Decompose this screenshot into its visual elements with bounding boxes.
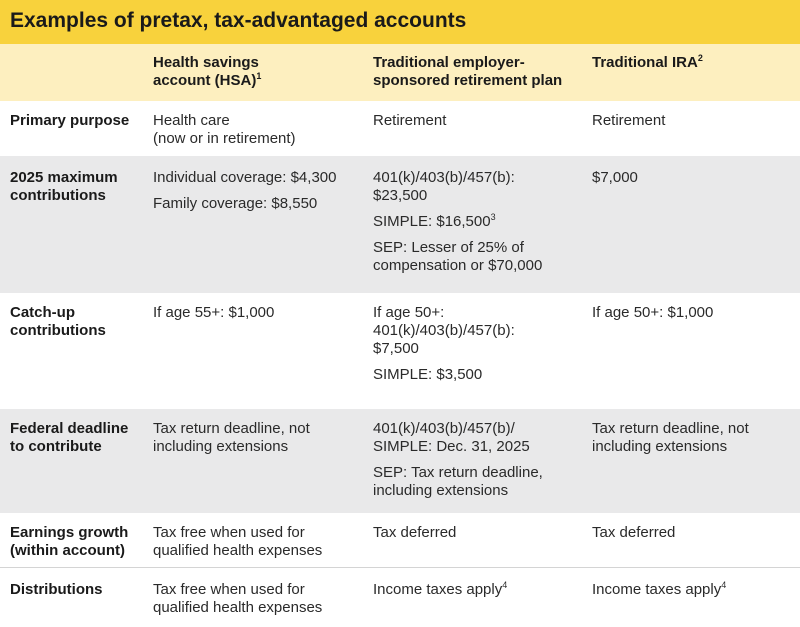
row-label-max-l2: contributions [10, 187, 106, 204]
row-divider [0, 567, 800, 568]
row-label-catchup-l1: Catch-up [10, 304, 75, 321]
cell-max-employer-sep-l2: compensation or $70,000 [373, 257, 543, 274]
footnote-3: 3 [490, 212, 496, 222]
cell-dist-hsa-l2: qualified health expenses [153, 599, 323, 616]
row-label-deadline-l1: Federal deadline [10, 420, 129, 437]
column-header-employer-plan [373, 54, 562, 90]
row-label-deadline [10, 420, 128, 456]
cell-max-employer-simple-text: SIMPLE: $16,500 [373, 213, 491, 230]
cell-dist-employer-text: Income taxes apply [373, 581, 503, 598]
column-header-hsa-line1: Health savings [153, 54, 259, 71]
cell-deadline-hsa-l2: including extensions [153, 438, 289, 455]
cell-max-employer [373, 169, 542, 275]
row-label-catchup-l2: contributions [10, 322, 106, 339]
cell-max-employer-sep-l1: SEP: Lesser of 25% of [373, 239, 524, 256]
row-label-growth [10, 524, 128, 560]
table-title: Examples of pretax, tax-advantaged accounts [10, 9, 467, 32]
cell-catchup-employer-simple: SIMPLE: $3,500 [373, 366, 483, 383]
cell-dist-hsa-l1: Tax free when used for [153, 581, 305, 598]
row-label-growth-l1: Earnings growth [10, 524, 129, 541]
cell-max-hsa [153, 169, 336, 213]
cell-deadline-employer-l1: 401(k)/403(b)/457(b)/ [373, 420, 515, 437]
footnote-4-ira: 4 [721, 580, 727, 590]
cell-max-employer-l1: 401(k)/403(b)/457(b): [373, 169, 515, 186]
column-header-hsa-line2: account (HSA) [153, 72, 257, 89]
cell-deadline-employer-sep-l1: SEP: Tax return deadline, [373, 464, 543, 481]
row-label-deadline-l2: to contribute [10, 438, 102, 455]
cell-purpose-employer: Retirement [373, 112, 447, 129]
cell-growth-hsa-l1: Tax free when used for [153, 524, 305, 541]
cell-catchup-employer-l3: $7,500 [373, 340, 419, 357]
column-header-hsa-line2-wrap [153, 72, 261, 90]
column-header-employer-line2: sponsored retirement plan [373, 72, 563, 89]
cell-deadline-employer-sep-l2: including extensions [373, 482, 509, 499]
cell-growth-employer: Tax deferred [373, 524, 457, 541]
row-label-growth-l2: (within account) [10, 542, 125, 559]
cell-max-employer-l2: $23,500 [373, 187, 428, 204]
column-header-hsa [153, 54, 261, 90]
column-header-employer-line1: Traditional employer- [373, 54, 525, 71]
cell-purpose-hsa [153, 112, 296, 148]
cell-dist-ira [592, 581, 726, 599]
cell-catchup-employer-l2: 401(k)/403(b)/457(b): [373, 322, 515, 339]
cell-dist-ira-text: Income taxes apply [592, 581, 722, 598]
cell-deadline-ira-l2: including extensions [592, 438, 728, 455]
row-label-dist: Distributions [10, 581, 103, 598]
cell-deadline-hsa [153, 420, 310, 456]
footnote-2: 2 [697, 53, 703, 63]
cell-max-employer-simple [373, 213, 542, 231]
cell-purpose-hsa-l1: Health care [153, 112, 230, 129]
cell-purpose-ira: Retirement [592, 112, 666, 129]
cell-catchup-employer-l1: If age 50+: [373, 304, 445, 321]
cell-deadline-ira-l1: Tax return deadline, not [592, 420, 749, 437]
column-header-ira-line1: Traditional IRA [592, 54, 698, 71]
cell-deadline-employer-l2: SIMPLE: Dec. 31, 2025 [373, 438, 530, 455]
cell-catchup-ira: If age 50+: $1,000 [592, 304, 714, 321]
cell-deadline-employer [373, 420, 543, 500]
footnote-4-employer: 4 [502, 580, 508, 590]
cell-purpose-hsa-l2: (now or in retirement) [153, 130, 296, 147]
cell-catchup-employer [373, 304, 515, 384]
cell-dist-employer [373, 581, 507, 599]
row-label-catchup [10, 304, 106, 340]
cell-deadline-ira [592, 420, 749, 456]
column-header-ira [592, 54, 703, 72]
row-label-max-l1: 2025 maximum [10, 169, 118, 186]
cell-growth-hsa [153, 524, 322, 560]
footnote-1: 1 [256, 71, 262, 81]
row-label-purpose: Primary purpose [10, 112, 130, 129]
cell-growth-ira: Tax deferred [592, 524, 676, 541]
cell-max-hsa-family: Family coverage: $8,550 [153, 195, 318, 212]
title-bar [0, 0, 800, 44]
cell-max-hsa-individual: Individual coverage: $4,300 [153, 169, 337, 186]
cell-dist-hsa [153, 581, 322, 617]
cell-catchup-hsa: If age 55+: $1,000 [153, 304, 275, 321]
row-label-max [10, 169, 118, 205]
cell-deadline-hsa-l1: Tax return deadline, not [153, 420, 310, 437]
cell-growth-hsa-l2: qualified health expenses [153, 542, 323, 559]
cell-max-ira: $7,000 [592, 169, 638, 186]
